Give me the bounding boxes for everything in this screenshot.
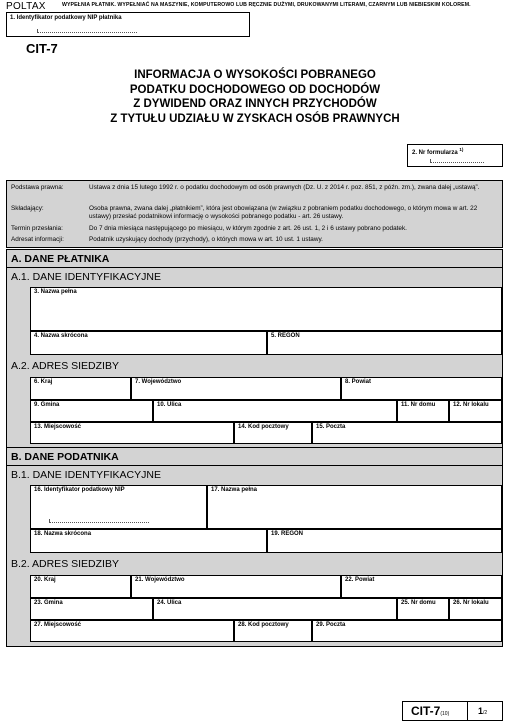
taxpayer-regon-label: 19. REGON bbox=[271, 531, 304, 537]
payer-city-label: 13. Miejscowość bbox=[34, 424, 82, 430]
form-number-dotted-line bbox=[430, 159, 484, 163]
info-key-submitter: Składający: bbox=[11, 205, 44, 212]
taxpayer-street-label: 24. Ulica bbox=[157, 600, 182, 606]
taxpayer-apartment-number-label: 26. Nr lokalu bbox=[453, 600, 489, 606]
section-b1-heading: B.1. DANE IDENTYFIKACYJNE bbox=[11, 469, 161, 481]
taxpayer-voivodeship-field[interactable] bbox=[131, 575, 341, 598]
page-footer bbox=[402, 701, 503, 721]
info-key-deadline: Termin przesłania: bbox=[11, 225, 63, 232]
payer-full-name-label: 3. Nazwa pełna bbox=[34, 289, 77, 295]
section-a1-heading: A.1. DANE IDENTYFIKACYJNE bbox=[11, 271, 161, 283]
payer-commune-field[interactable] bbox=[30, 400, 153, 422]
taxpayer-post-office-field[interactable] bbox=[312, 620, 502, 642]
payer-city-field[interactable] bbox=[30, 422, 234, 444]
title-line-1: INFORMACJA O WYSOKOŚCI POBRANEGO bbox=[134, 69, 376, 81]
title-line-3: Z DYWIDEND ORAZ INNYCH PRZYCHODÓW bbox=[133, 98, 377, 110]
payer-voivodeship-label: 7. Województwo bbox=[135, 379, 182, 385]
taxpayer-commune-label: 23. Gmina bbox=[34, 600, 63, 606]
nip-dotted-line bbox=[37, 29, 137, 33]
footer-form-code: CIT-7(10) bbox=[411, 704, 450, 718]
payer-post-office-field[interactable] bbox=[312, 422, 502, 444]
payer-short-name-field[interactable] bbox=[30, 331, 267, 355]
taxpayer-county-label: 22. Powiat bbox=[345, 577, 375, 583]
legal-info-block bbox=[6, 180, 503, 248]
info-value-submitter: Osoba prawna, zwana dalej „płatnikiem”, która jest obowiązana (w związku z pobraniem podatku dochodowego, o którym mowa w art. 22 ustawy) przesłać podatnikowi informację o wysokości pobranego podatku - art. 26 ustawy. bbox=[89, 205, 478, 220]
taxpayer-city-field[interactable] bbox=[30, 620, 234, 642]
taxpayer-apartment-number-field[interactable] bbox=[449, 598, 502, 620]
taxpayer-nip-field[interactable] bbox=[30, 485, 207, 529]
taxpayer-city-label: 27. Miejscowość bbox=[34, 622, 82, 628]
payer-house-number-field[interactable] bbox=[397, 400, 449, 422]
payer-county-label: 8. Powiat bbox=[345, 379, 372, 385]
info-key-addressee: Adresat informacji: bbox=[11, 236, 64, 243]
payer-full-name-field[interactable] bbox=[30, 287, 502, 331]
section-b-heading: B. DANE PODATNIKA bbox=[11, 451, 119, 463]
payer-nip-label: 1. Identyfikator podatkowy NIP płatnika bbox=[10, 15, 122, 21]
payer-house-number-label: 11. Nr domu bbox=[401, 402, 436, 408]
taxpayer-post-office-label: 29. Poczta bbox=[316, 622, 346, 628]
title-line-2: PODATKU DOCHODOWEGO OD DOCHODÓW bbox=[129, 83, 381, 96]
payer-apartment-number-label: 12. Nr lokalu bbox=[453, 402, 489, 408]
taxpayer-nip-dotted-line bbox=[49, 519, 149, 523]
taxpayer-country-label: 20. Kraj bbox=[34, 577, 56, 583]
page-number: 1/2 bbox=[478, 706, 488, 716]
taxpayer-postal-code-field[interactable] bbox=[234, 620, 312, 642]
title-line-4: Z TYTUŁU UDZIAŁU W ZYSKACH OSÓB PRAWNYCH bbox=[110, 112, 400, 125]
section-a2-heading: A.2. ADRES SIEDZIBY bbox=[11, 360, 119, 372]
payer-regon-label: 5. REGON bbox=[271, 333, 300, 339]
taxpayer-regon-field[interactable] bbox=[267, 529, 502, 553]
payer-voivodeship-field[interactable] bbox=[131, 377, 341, 400]
payer-street-field[interactable] bbox=[153, 400, 397, 422]
taxpayer-nip-label: 16. Identyfikator podatkowy NIP bbox=[34, 487, 125, 493]
form-code: CIT-7 bbox=[26, 41, 58, 56]
payer-county-field[interactable] bbox=[341, 377, 502, 400]
payer-country-field[interactable] bbox=[30, 377, 131, 400]
taxpayer-house-number-label: 25. Nr domu bbox=[401, 600, 436, 606]
taxpayer-house-number-field[interactable] bbox=[397, 598, 449, 620]
form-title bbox=[40, 68, 470, 126]
info-value-legal-basis: Ustawa z dnia 15 lutego 1992 r. o podatku dochodowym od osób prawnych (Dz. U. z 2014 r. poz. 851, z późn. zm.), zwana dalej „ustawą”. bbox=[89, 184, 480, 191]
taxpayer-voivodeship-label: 21. Województwo bbox=[135, 577, 185, 583]
payer-regon-field[interactable] bbox=[267, 331, 502, 355]
info-value-deadline: Do 7 dnia miesiąca następującego po miesiącu, w którym zgodnie z art. 26 ust. 1, 2 i 6 ustawy pobrano podatek. bbox=[89, 225, 407, 232]
payer-postal-code-label: 14. Kod pocztowy bbox=[238, 424, 289, 430]
payer-short-name-label: 4. Nazwa skrócona bbox=[34, 333, 88, 339]
taxpayer-full-name-field[interactable] bbox=[207, 485, 502, 529]
form-number-label: 2. Nr formularza $^{1)}$ bbox=[412, 147, 464, 156]
form-number-field[interactable] bbox=[407, 144, 503, 167]
taxpayer-short-name-field[interactable] bbox=[30, 529, 267, 553]
taxpayer-street-field[interactable] bbox=[153, 598, 397, 620]
payer-apartment-number-field[interactable] bbox=[449, 400, 502, 422]
section-b-taxpayer bbox=[6, 447, 503, 647]
payer-nip-field[interactable] bbox=[6, 12, 250, 37]
info-value-addressee: Podatnik uzyskujący dochody (przychody), o których mowa w art. 10 ust. 1 ustawy. bbox=[89, 236, 323, 243]
payer-street-label: 10. Ulica bbox=[157, 402, 182, 408]
payer-country-label: 6. Kraj bbox=[34, 379, 53, 385]
taxpayer-postal-code-label: 28. Kod pocztowy bbox=[238, 622, 289, 628]
taxpayer-short-name-label: 18. Nazwa skrócona bbox=[34, 531, 92, 537]
taxpayer-commune-field[interactable] bbox=[30, 598, 153, 620]
section-b2-heading: B.2. ADRES SIEDZIBY bbox=[11, 558, 119, 570]
fill-instruction: WYPEŁNIA PŁATNIK. WYPEŁNIAĆ NA MASZYNIE, KOMPUTEROWO LUB RĘCZNIE DUŻYMI, DRUKOWANYMI LITERAMI, CZARNYM LUB NIEBIESKIM KOLOREM. bbox=[62, 2, 471, 8]
payer-commune-label: 9. Gmina bbox=[34, 402, 60, 408]
taxpayer-country-field[interactable] bbox=[30, 575, 131, 598]
payer-post-office-label: 15. Poczta bbox=[316, 424, 346, 430]
section-a-heading: A. DANE PŁATNIKA bbox=[11, 253, 110, 265]
taxpayer-county-field[interactable] bbox=[341, 575, 502, 598]
payer-postal-code-field[interactable] bbox=[234, 422, 312, 444]
taxpayer-full-name-label: 17. Nazwa pełna bbox=[211, 487, 258, 493]
section-a-payer bbox=[6, 249, 503, 449]
info-key-legal-basis: Podstawa prawna: bbox=[11, 184, 64, 191]
brand-label: POLTAX bbox=[6, 1, 46, 12]
